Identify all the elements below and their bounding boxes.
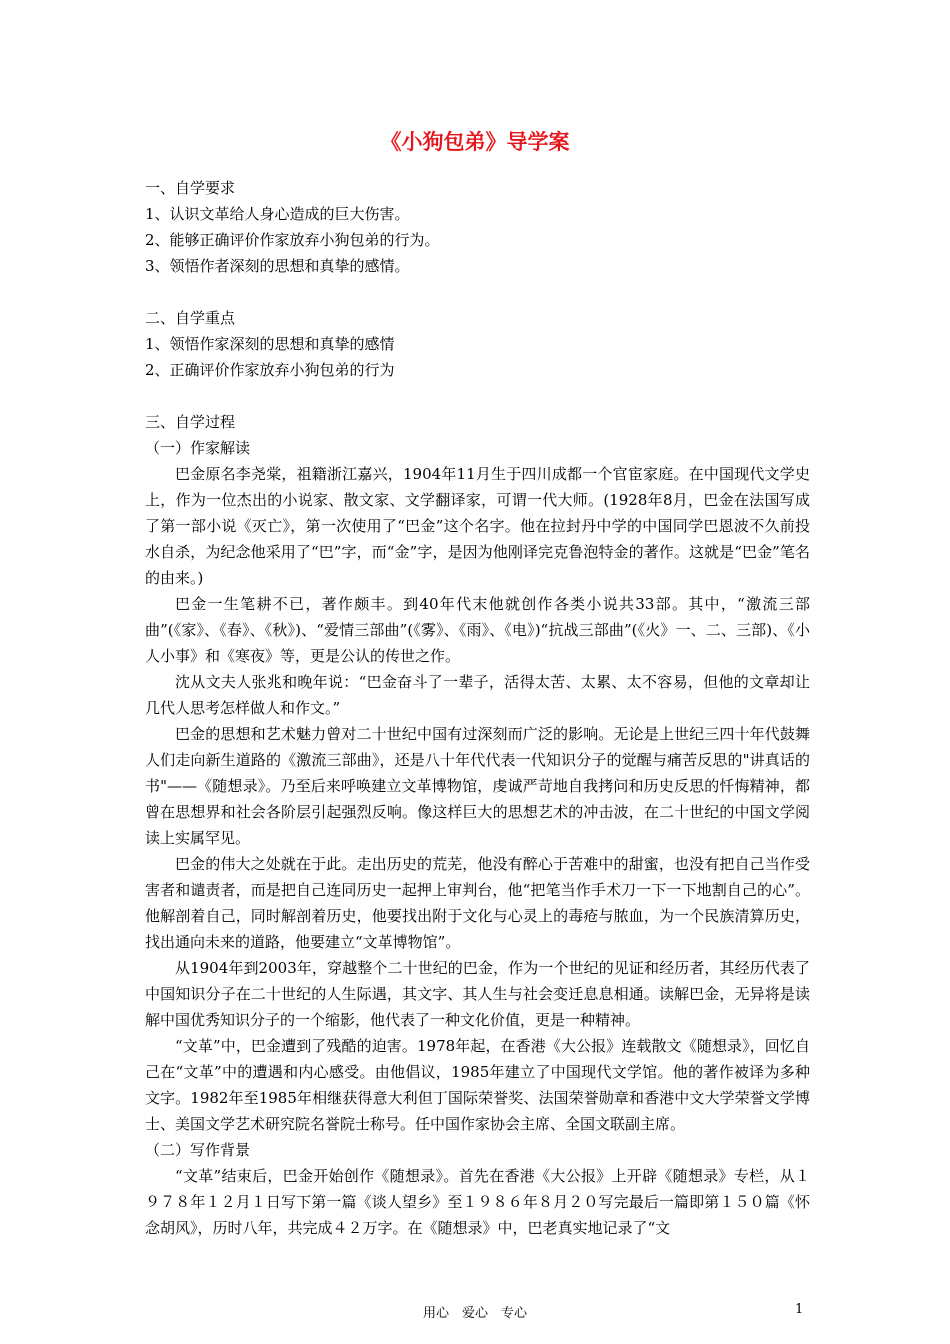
list-item: 1、领悟作家深刻的思想和真挚的感情 (145, 335, 395, 353)
document-body (145, 175, 810, 1241)
footer-motto: 用心 爱心 专心 (422, 1306, 527, 1321)
paragraph: 巴金原名李尧棠，祖籍浙江嘉兴，1904年11月生于四川成都一个官宦家庭。在中国现代文学史上，作为一位杰出的小说家、散文家、文学翻译家，可谓一代大师。(1928年8月，巴金在法国写成了第一部小说《灭亡》，第一次使用了“巴金”这个名字。他在拉封丹中学的中国同学巴恩波不久前投水自杀，为纪念他采用了“巴”字，而“金”字，是因为他刚译完克鲁泡特金的著作。这就是“巴金”笔名的由来。) (145, 465, 810, 587)
paragraph: 巴金一生笔耕不已，著作颇丰。到40年代末他就创作各类小说共33部。其中，“激流三部曲”(《家》、《春》、《秋》)、“爱情三部曲”(《雾》、《雨》、《电》)“抗战三部曲”(《火》一、二、三部)、《小人小事》和《寒夜》等，更是公认的传世之作。 (145, 595, 810, 665)
paragraph: 沈从文夫人张兆和晚年说：“巴金奋斗了一辈子，活得太苦、太累、太不容易，但他的文章却让几代人思考怎样做人和作文。” (145, 673, 810, 717)
spacer (145, 383, 810, 409)
paragraph: 巴金的思想和艺术魅力曾对二十世纪中国有过深刻而广泛的影响。无论是上世纪三四十年代鼓舞人们走向新生道路的《激流三部曲》，还是八十年代代表一代知识分子的觉醒与痛苦反思的"讲真话的书"——《随想录》。乃至后来呼唤建立文革博物馆，虔诚严苛地自我拷问和历史反思的忏悔精神，都曾在思想界和社会各阶层引起强烈反响。像这样巨大的思想艺术的冲击波，在二十世纪的中国文学阅读上实属罕见。 (145, 725, 810, 847)
spacer (145, 279, 810, 305)
list-item: 2、正确评价作家放弃小狗包弟的行为 (145, 361, 395, 379)
section-heading-focus: 二、自学重点 (145, 309, 236, 327)
document-title: 《小狗包弟》导学案 (380, 130, 570, 154)
subsection-heading-author: （一）作家解读 (145, 439, 251, 457)
section-heading-requirements: 一、自学要求 (145, 179, 236, 197)
list-item: 1、认识文革给人身心造成的巨大伤害。 (145, 205, 410, 223)
paragraph: 从1904年到2003年，穿越整个二十世纪的巴金，作为一个世纪的见证和经历者，其经历代表了中国知识分子在二十世纪的人生际遇，其文字、其人生与社会变迁息息相通。读解巴金，无异将是读解中国优秀知识分子的一个缩影，他代表了一种文化价值，更是一种精神。 (145, 959, 810, 1029)
subsection-heading-background: （二）写作背景 (145, 1141, 251, 1159)
paragraph: “文革”中，巴金遭到了残酷的迫害。1978年起，在香港《大公报》连载散文《随想录》，回忆自己在“文革”中的遭遇和内心感受。由他倡议，1985年建立了中国现代文学馆。他的著作被译为多种文字。1982年至1985年相继获得意大利但丁国际荣誉奖、法国荣誉勋章和香港中文大学荣誉文学博士、美国文学艺术研究院名誉院士称号。任中国作家协会主席、全国文联副主席。 (145, 1037, 810, 1133)
list-item: 3、领悟作者深刻的思想和真挚的感情。 (145, 257, 410, 275)
page-number: 1 (795, 1302, 804, 1317)
list-item: 2、能够正确评价作家放弃小狗包弟的行为。 (145, 231, 440, 249)
paragraph: “文革”结束后，巴金开始创作《随想录》。首先在香港《大公报》上开辟《随想录》专栏，从１９７８年１２月１日写下第一篇《谈人望乡》至１９８６年８月２０写完最后一篇即第１５０篇《怀念胡风》，历时八年，共完成４２万字。在《随想录》中，巴老真实地记录了“文 (145, 1167, 810, 1237)
paragraph: 巴金的伟大之处就在于此。走出历史的荒芜，他没有醉心于苦难中的甜蜜，也没有把自己当作受害者和谴责者，而是把自己连同历史一起押上审判台，他“把笔当作手术刀一下一下地割自己的心”。他解剖着自己，同时解剖着历史，他要找出附于文化与心灵上的毒疮与脓血，为一个民族清算历史，找出通向未来的道路，他要建立“文革博物馆”。 (145, 855, 810, 951)
section-heading-process: 三、自学过程 (145, 413, 236, 431)
